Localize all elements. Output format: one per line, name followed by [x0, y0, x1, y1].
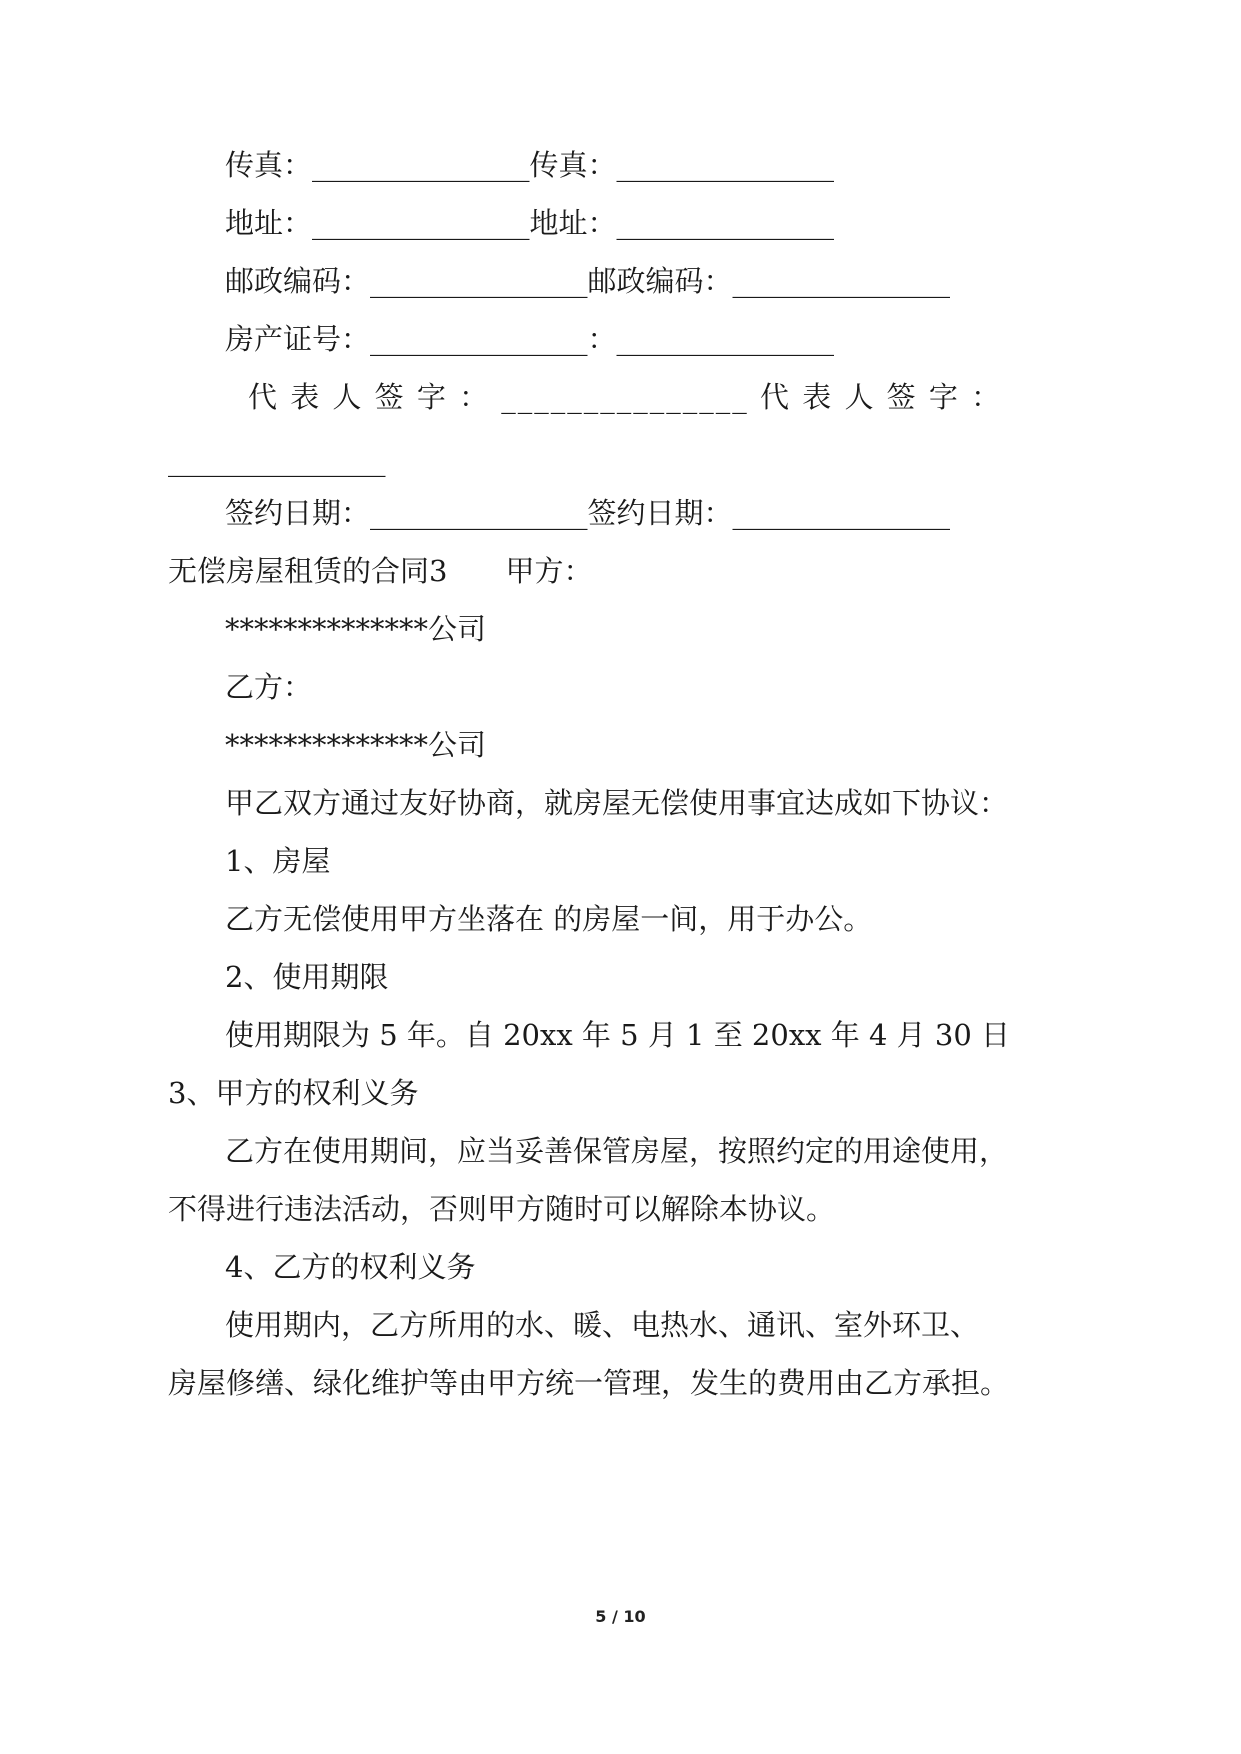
- property-certificate-line: 房产证号：_______________：_______________: [225, 322, 835, 356]
- section-1-text: 乙方无偿使用甲方坐落在 的房屋一间，用于办公。: [225, 902, 873, 936]
- section-1-heading: 1、房屋: [225, 844, 331, 878]
- section-4-text-2: 房屋修缮、绿化维护等由甲方统一管理，发生的费用由乙方承担。: [168, 1366, 1010, 1400]
- section-2-text: 使用期限为 5 年。自 20xx 年 5 月 1 至 20xx 年 4 月 30 日: [225, 1018, 1010, 1052]
- section-2-heading: 2、使用期限: [225, 960, 389, 994]
- address-line: 地址：_______________地址：_______________: [225, 206, 835, 240]
- postal-code-line: 邮政编码：_______________邮政编码：_______________: [225, 264, 951, 298]
- representative-signature-continuation: _______________: [168, 443, 386, 477]
- representative-signature-line: 代 表 人 签 字 ： _______________ 代 表 人 签 字 ：: [248, 380, 1003, 414]
- section-4-heading: 4、乙方的权利义务: [225, 1250, 476, 1284]
- contract-title-line: 无偿房屋租赁的合同3 甲方：: [168, 554, 593, 588]
- section-3-text-1: 乙方在使用期间，应当妥善保管房屋，按照约定的用途使用，: [225, 1134, 1009, 1168]
- signing-date-line: 签约日期：_______________签约日期：_______________: [225, 496, 951, 530]
- fax-line: 传真：_______________传真：_______________: [225, 148, 835, 182]
- section-3-text-2: 不得进行违法活动，否则甲方随时可以解除本协议。: [168, 1192, 836, 1226]
- page-number: 5 / 10: [595, 1607, 646, 1626]
- section-3-heading: 3、甲方的权利义务: [168, 1076, 419, 1110]
- party-a-company: **************公司: [225, 612, 487, 646]
- party-b-label: 乙方：: [225, 670, 313, 704]
- party-b-company: **************公司: [225, 728, 487, 762]
- agreement-intro: 甲乙双方通过友好协商，就房屋无偿使用事宜达成如下协议：: [225, 786, 1009, 820]
- section-4-text-1: 使用期内，乙方所用的水、暖、电热水、通讯、室外环卫、: [225, 1308, 980, 1342]
